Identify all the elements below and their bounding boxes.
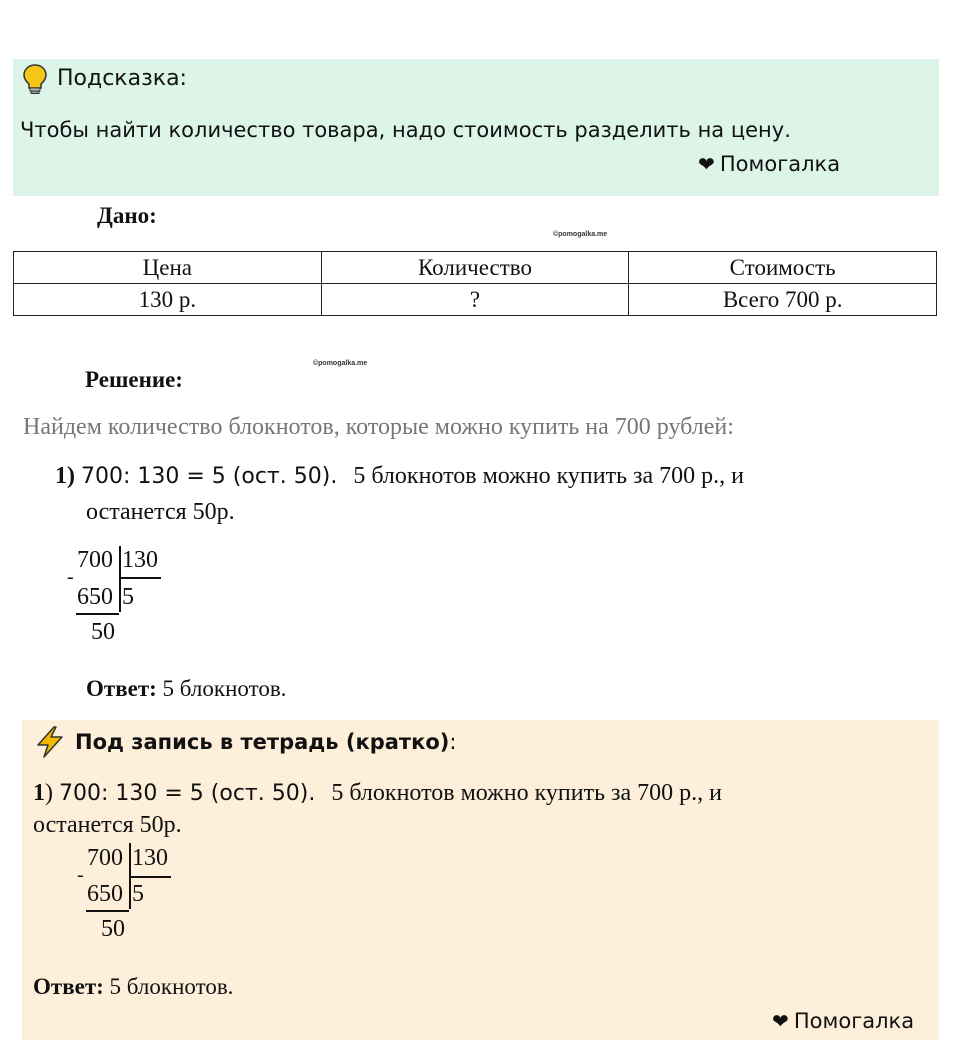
step-number: 1) — [55, 463, 75, 489]
solution-step-1 — [55, 463, 744, 490]
answer-label: Ответ: — [33, 974, 104, 999]
notes-answer — [33, 974, 233, 1000]
ld-minus: - — [67, 566, 74, 588]
table-cell: ? — [321, 284, 629, 316]
answer-label: Ответ: — [86, 676, 157, 701]
solution-title: Решение: — [85, 367, 183, 392]
given-table — [13, 251, 937, 316]
ld-dividend: 700 — [77, 547, 113, 573]
notes-step-1 — [33, 780, 722, 807]
ld-subtract-line — [76, 613, 119, 615]
step-paren: ) — [45, 780, 53, 806]
ld-quotient: 5 — [132, 881, 144, 907]
notes-title — [75, 730, 456, 754]
ld-divisor: 130 — [122, 547, 158, 573]
hint-brand — [698, 152, 840, 176]
equation: 700: 130 = 5 (ост. 50). — [81, 464, 338, 489]
brand-label: Помогалка — [719, 152, 841, 176]
ld-quotient-line — [119, 577, 161, 579]
ld-minus: - — [77, 864, 84, 886]
step-number: 1 — [33, 780, 45, 806]
ld-quotient: 5 — [122, 584, 134, 610]
ld-subtract-line — [86, 910, 129, 912]
step-text: 5 блокнотов можно купить за 700 р., и — [331, 780, 723, 806]
hint-title: Подсказка: — [57, 66, 187, 91]
ld-vertical-line — [119, 546, 121, 612]
watermark: ©pomogalka.me — [553, 231, 608, 238]
heart-icon: ❤ — [772, 1009, 789, 1033]
notes-brand — [772, 1009, 914, 1033]
ld-divisor: 130 — [132, 845, 168, 871]
step-text-cont: останется 50р. — [33, 812, 182, 838]
table-cell: Количество — [321, 252, 629, 284]
notes-title-text: Под запись в тетрадь (кратко) — [75, 730, 450, 754]
answer-text: 5 блокнотов. — [162, 676, 287, 701]
ld-remainder: 50 — [101, 916, 125, 942]
ld-quotient-line — [129, 876, 171, 878]
table-cell: 130 р. — [14, 284, 322, 316]
hint-text: Чтобы найти количество товара, надо стоимость разделить на цену. — [20, 118, 791, 142]
table-row — [14, 284, 937, 316]
ld-subtrahend: 650 — [87, 881, 123, 907]
equation: 700: 130 = 5 (ост. 50). — [59, 781, 316, 806]
brand-label: Помогалка — [793, 1009, 915, 1033]
table-row — [14, 252, 937, 284]
solution-answer — [86, 676, 286, 702]
notes-title-colon: : — [449, 730, 457, 754]
watermark: ©pomogalka.me — [313, 360, 368, 367]
table-cell: Стоимость — [629, 252, 937, 284]
heart-icon: ❤ — [698, 152, 715, 176]
lightbulb-icon — [22, 63, 48, 95]
lightning-icon — [33, 725, 67, 759]
answer-text: 5 блокнотов. — [109, 974, 234, 999]
step-text-cont: останется 50р. — [86, 499, 235, 525]
step-text: 5 блокнотов можно купить за 700 р., и — [353, 463, 745, 489]
given-title: Дано: — [97, 203, 157, 228]
ld-remainder: 50 — [91, 619, 115, 645]
solution-lead: Найдем количество блокнотов, которые можно купить на 700 рублей: — [23, 414, 734, 440]
ld-dividend: 700 — [87, 845, 123, 871]
ld-subtrahend: 650 — [77, 584, 113, 610]
table-cell: Всего 700 р. — [629, 284, 937, 316]
table-cell: Цена — [14, 252, 322, 284]
